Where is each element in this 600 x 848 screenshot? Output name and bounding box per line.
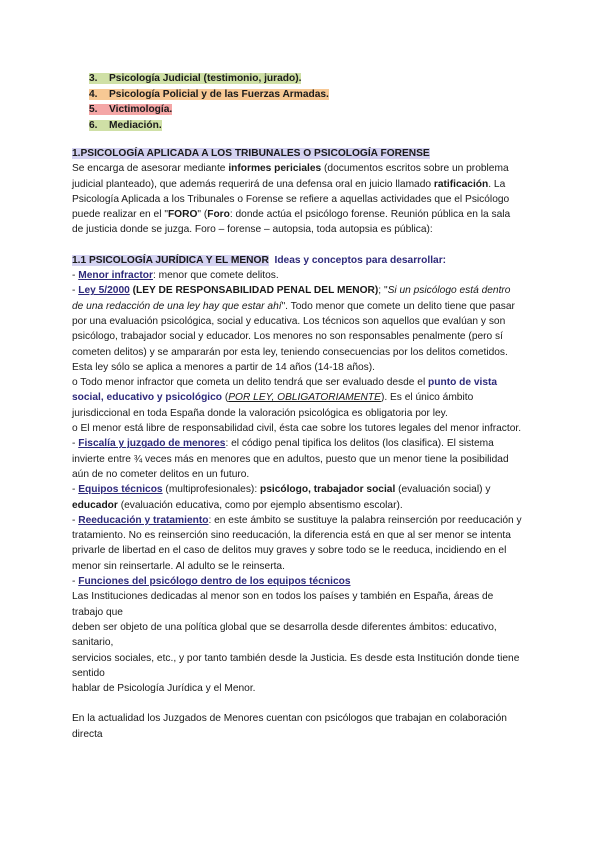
paragraph-forense bbox=[72, 161, 524, 237]
text: " ( bbox=[197, 209, 208, 221]
bullet-ley bbox=[72, 283, 524, 375]
text: : menor que comete delitos. bbox=[152, 270, 279, 282]
list-item-number: 4. bbox=[89, 88, 98, 100]
text: . La Psicología Aplicada a los Tribunales o Forense se refiere a aquellas actividades que el Psicólogo puede realizar en el " bbox=[72, 178, 510, 221]
section-heading bbox=[72, 146, 524, 161]
text: servicios sociales, etc., y por tanto también desde la Justicia. Es desde esta Institución donde tiene sentido bbox=[72, 652, 520, 679]
bold-term: ratificación bbox=[433, 178, 489, 190]
list-item bbox=[89, 118, 329, 134]
bold-term: FORO bbox=[167, 209, 198, 221]
bold-term: informes periciales bbox=[228, 163, 322, 175]
text: (documentos escritos sobre un problema judicial planteado), que además requerirá de una defensa oral en juicio llamado bbox=[72, 163, 509, 190]
dash: - bbox=[72, 285, 79, 297]
text: Se encarga de asesorar mediante bbox=[72, 163, 229, 175]
text: ". Todo menor que comete un delito tiene que pasar por una evaluación psicológica, social y educativa. Los técnicos son aquellos que evalúan y son psicólogo, trabajador social y educador. Los menores no son responsables penalmente (pero sí cometen delitos) y se ampararán por esta ley, teniendo consecuencias por los delitos cometidos. Esta ley sólo se aplica a menores a partir de 14 años (14-18 años). bbox=[72, 300, 515, 373]
text: (multiprofesionales): bbox=[162, 484, 260, 496]
list-item-text: Victimología. bbox=[109, 104, 173, 115]
numbered-list bbox=[89, 71, 329, 133]
text: deben ser objeto de una política global que se desarrolla desde diferentes ámbitos: educativo, sanitario, bbox=[72, 621, 497, 649]
list-item-text: Psicología Policial y de las Fuerzas Armadas. bbox=[109, 88, 329, 100]
bullet-menor-infractor bbox=[72, 268, 524, 283]
dash: - bbox=[72, 270, 79, 282]
reeducacion-link[interactable]: Reeducación y tratamiento bbox=[78, 514, 209, 526]
subsection-subtitle: Ideas y conceptos para desarrollar: bbox=[274, 254, 447, 266]
emphasis: POR LEY, OBLIGATORIAMENTE bbox=[228, 392, 381, 404]
funciones-link[interactable]: Funciones del psicólogo dentro de los equipos técnicos bbox=[78, 576, 351, 588]
list-item-number: 6. bbox=[89, 119, 98, 131]
text: ). Es el único ámbito jurisdiccional en toda España donde la valoración psicológica es obligatoria por ley. bbox=[72, 392, 474, 419]
list-item bbox=[89, 71, 329, 87]
bold-term: (LEY DE RESPONSABILIDAD PENAL DEL MENOR) bbox=[129, 285, 379, 297]
bullet-funciones bbox=[72, 574, 524, 589]
text: En la actualidad los Juzgados de Menores cuentan con psicólogos que trabajan en colaboración directa bbox=[72, 713, 507, 740]
list-item-highlight bbox=[89, 104, 172, 115]
list-item-number: 5. bbox=[89, 104, 98, 115]
document-body bbox=[72, 146, 524, 742]
text: : el código penal tipifica los delitos (los clasifica). El sistema invierte entre ¾ veces más en menores que en adultos, puesto que un menor tiene la posibilidad aún de no cometer delitos en un futuro. bbox=[72, 438, 509, 480]
paragraph-line bbox=[72, 681, 524, 696]
list-item-number: 3. bbox=[89, 73, 98, 84]
fiscalia-link[interactable]: Fiscalía y juzgado de menores bbox=[78, 438, 226, 450]
list-item-highlight bbox=[89, 89, 329, 100]
bold-term: psicólogo, trabajador social bbox=[259, 484, 396, 496]
ley-link[interactable]: Ley 5/2000 bbox=[78, 285, 130, 297]
list-item-highlight bbox=[89, 120, 162, 131]
list-item-text: Psicología Judicial (testimonio, jurado). bbox=[109, 73, 302, 84]
bullet-equipos bbox=[72, 482, 524, 513]
paragraph-line bbox=[72, 589, 524, 620]
bullet-reeducacion bbox=[72, 513, 524, 574]
text: o Todo menor infractor que cometa un delito tendrá que ser evaluado desde el bbox=[72, 377, 429, 389]
italic-quote: Si un psicólogo está dentro de una redacción de una ley hay que estar ahí bbox=[72, 285, 511, 312]
text: : en este ámbito se sustituye la palabra reinserción por reeducación y tratamiento. No es reinserción sino reeducación, la diferencia está en que al ser menor se intenta privarle de libertad en el caso de delitos muy graves y sobre todo se le reeduca, incidiendo en el menor sin reinsertarle. Al adulto se le reinserta. bbox=[72, 514, 522, 572]
bold-term: Foro bbox=[207, 209, 230, 221]
text: ( bbox=[222, 392, 229, 404]
section-title: 1.PSICOLOGÍA APLICADA A LOS TRIBUNALES O PSICOLOGÍA FORENSE bbox=[72, 148, 430, 159]
paragraph-line bbox=[72, 651, 524, 682]
dash: - bbox=[72, 438, 79, 450]
text: Las Instituciones dedicadas al menor son en todos los países y también en España, áreas de trabajo que bbox=[72, 591, 494, 618]
paragraph-line bbox=[72, 711, 524, 742]
list-item-text: Mediación. bbox=[109, 119, 162, 131]
text: (evaluación educativa, como por ejemplo absentismo escolar). bbox=[117, 499, 403, 511]
dash: - bbox=[72, 484, 79, 496]
dash: - bbox=[72, 576, 79, 588]
list-item bbox=[89, 102, 329, 118]
text: o El menor está libre de responsabilidad civil, ésta cae sobre los tutores legales del menor infractor. bbox=[72, 423, 522, 435]
bullet-fiscalia bbox=[72, 436, 524, 482]
menor-infractor-link[interactable]: Menor infractor bbox=[78, 270, 153, 282]
text: hablar de Psicología Jurídica y el Menor. bbox=[72, 683, 256, 695]
list-item bbox=[89, 87, 329, 103]
bold-term: educador bbox=[72, 499, 118, 511]
text: (evaluación social) y bbox=[395, 484, 491, 496]
dash: - bbox=[72, 514, 79, 526]
text: : donde actúa el psicólogo forense. Reunión pública en la sala de justicia donde se juzga. Foro – forense – autopsia, toda autopsia es pública): bbox=[72, 209, 511, 236]
equipos-tecnicos-link[interactable]: Equipos técnicos bbox=[78, 484, 163, 496]
bold-term: punto de vista social, educativo y psicológico bbox=[72, 377, 498, 404]
text: ; " bbox=[378, 285, 388, 297]
list-item-highlight bbox=[89, 73, 301, 84]
subsection-title: 1.1 PSICOLOGÍA JURÍDICA Y EL MENOR bbox=[72, 254, 269, 266]
paragraph-line bbox=[72, 620, 524, 651]
sub-bullet-evaluacion bbox=[72, 375, 524, 421]
subsection-heading bbox=[72, 253, 524, 268]
sub-bullet-responsabilidad bbox=[72, 421, 524, 436]
